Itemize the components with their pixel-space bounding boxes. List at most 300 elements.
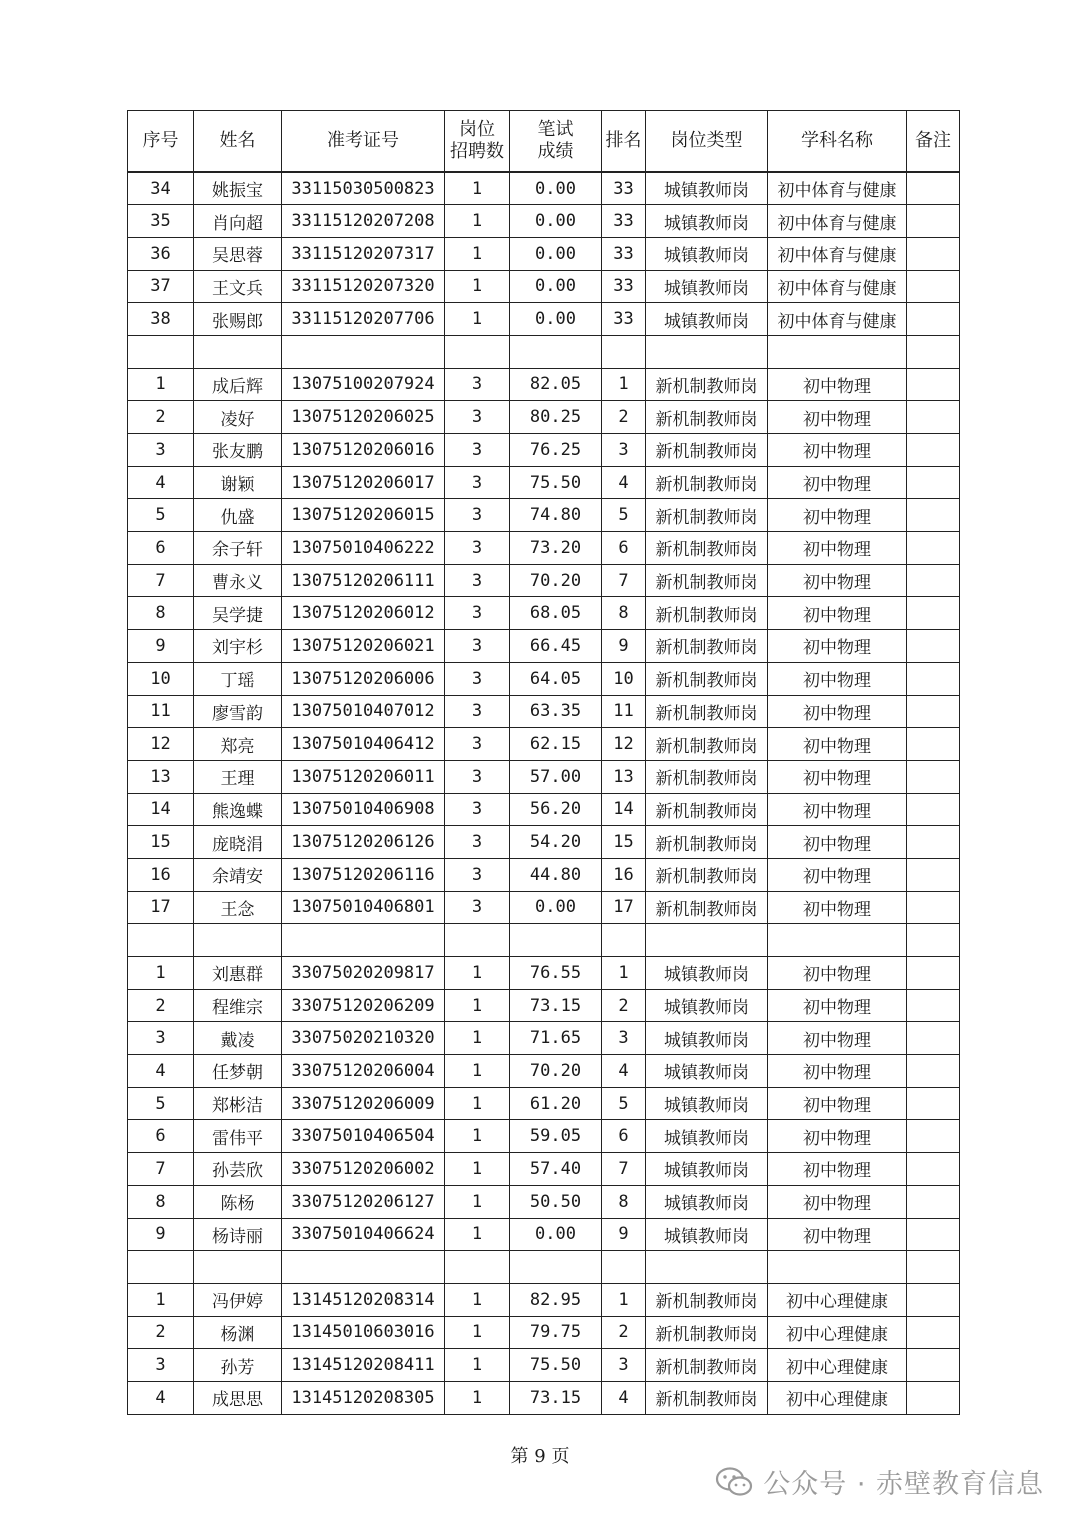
cell-subject: 初中物理	[768, 1087, 907, 1120]
cell-seq: 7	[128, 564, 194, 597]
cell-subject: 初中体育与健康	[768, 270, 907, 303]
cell-name: 郑亮	[194, 728, 282, 761]
cell-remark	[907, 303, 960, 336]
cell-positions: 3	[445, 630, 510, 663]
cell-seq: 15	[128, 826, 194, 859]
cell-subject: 初中物理	[768, 564, 907, 597]
table-separator-row	[128, 335, 960, 368]
cell-name: 成后辉	[194, 368, 282, 401]
cell-name: 孙芳	[194, 1349, 282, 1382]
cell-post_type	[646, 924, 768, 957]
table-separator-row	[128, 1251, 960, 1284]
cell-remark	[907, 368, 960, 401]
cell-positions: 1	[445, 1153, 510, 1186]
table-row	[128, 1316, 960, 1349]
cell-subject: 初中体育与健康	[768, 205, 907, 238]
cell-remark	[907, 172, 960, 205]
table-row	[128, 858, 960, 891]
column-header-text: 准考证号	[327, 130, 399, 151]
table-row	[128, 1283, 960, 1316]
cell-seq: 14	[128, 793, 194, 826]
cell-post_type: 城镇教师岗	[646, 303, 768, 336]
cell-seq: 4	[128, 466, 194, 499]
cell-subject: 初中物理	[768, 1022, 907, 1055]
cell-positions: 3	[445, 662, 510, 695]
cell-positions: 1	[445, 1218, 510, 1251]
column-header-text: 学科名称	[801, 130, 873, 151]
table-row	[128, 499, 960, 532]
cell-score: 50.50	[510, 1185, 602, 1218]
cell-score: 71.65	[510, 1022, 602, 1055]
cell-exam_id: 13145010603016	[282, 1316, 445, 1349]
cell-rank: 17	[602, 891, 646, 924]
cell-score: 62.15	[510, 728, 602, 761]
cell-subject: 初中物理	[768, 662, 907, 695]
cell-post_type: 新机制教师岗	[646, 532, 768, 565]
cell-subject: 初中物理	[768, 760, 907, 793]
cell-remark	[907, 891, 960, 924]
cell-positions	[445, 924, 510, 957]
cell-seq: 1	[128, 368, 194, 401]
cell-positions: 3	[445, 695, 510, 728]
cell-score: 61.20	[510, 1087, 602, 1120]
cell-rank: 13	[602, 760, 646, 793]
cell-name: 吴学捷	[194, 597, 282, 630]
cell-remark	[907, 793, 960, 826]
cell-remark	[907, 1185, 960, 1218]
cell-seq: 3	[128, 434, 194, 467]
cell-score: 73.15	[510, 1381, 602, 1414]
cell-subject: 初中物理	[768, 695, 907, 728]
cell-exam_id: 13075120206017	[282, 466, 445, 499]
cell-positions: 3	[445, 858, 510, 891]
cell-subject: 初中物理	[768, 401, 907, 434]
column-header-text: 岗位	[459, 119, 495, 140]
column-header-text: 排名	[605, 130, 642, 151]
cell-rank: 8	[602, 1185, 646, 1218]
cell-post_type: 新机制教师岗	[646, 793, 768, 826]
cell-positions	[445, 1251, 510, 1284]
cell-exam_id: 13075120206012	[282, 597, 445, 630]
cell-remark	[907, 826, 960, 859]
cell-subject: 初中物理	[768, 826, 907, 859]
cell-exam_id: 13075120206006	[282, 662, 445, 695]
watermark-text: 公众号 · 赤壁教育信息	[763, 1469, 1044, 1500]
cell-subject: 初中物理	[768, 1153, 907, 1186]
cell-subject: 初中体育与健康	[768, 172, 907, 205]
cell-post_type: 新机制教师岗	[646, 891, 768, 924]
cell-name: 杨渊	[194, 1316, 282, 1349]
cell-post_type: 新机制教师岗	[646, 434, 768, 467]
cell-positions: 1	[445, 957, 510, 990]
cell-exam_id: 13075010406412	[282, 728, 445, 761]
cell-rank: 11	[602, 695, 646, 728]
cell-rank: 10	[602, 662, 646, 695]
cell-exam_id: 33115030500823	[282, 172, 445, 205]
cell-name: 凌好	[194, 401, 282, 434]
table-row	[128, 532, 960, 565]
column-header-text: 姓名	[219, 130, 256, 151]
cell-post_type: 城镇教师岗	[646, 237, 768, 270]
cell-subject: 初中物理	[768, 1185, 907, 1218]
cell-exam_id: 13075120206015	[282, 499, 445, 532]
cell-exam_id: 13075120206021	[282, 630, 445, 663]
cell-score: 79.75	[510, 1316, 602, 1349]
cell-name: 戴凌	[194, 1022, 282, 1055]
cell-post_type: 城镇教师岗	[646, 989, 768, 1022]
table-row	[128, 826, 960, 859]
score-table	[127, 110, 960, 1415]
cell-positions: 3	[445, 401, 510, 434]
cell-rank: 1	[602, 368, 646, 401]
cell-score: 0.00	[510, 303, 602, 336]
cell-positions: 1	[445, 303, 510, 336]
cell-remark	[907, 434, 960, 467]
cell-subject: 初中体育与健康	[768, 303, 907, 336]
cell-post_type: 城镇教师岗	[646, 205, 768, 238]
cell-rank: 7	[602, 564, 646, 597]
cell-subject: 初中物理	[768, 1120, 907, 1153]
cell-exam_id: 13075120206111	[282, 564, 445, 597]
cell-rank: 2	[602, 401, 646, 434]
cell-exam_id: 13145120208314	[282, 1283, 445, 1316]
cell-subject: 初中物理	[768, 989, 907, 1022]
cell-seq: 2	[128, 401, 194, 434]
cell-seq: 8	[128, 597, 194, 630]
cell-rank: 4	[602, 466, 646, 499]
cell-name: 张赐郎	[194, 303, 282, 336]
cell-score: 68.05	[510, 597, 602, 630]
cell-seq: 34	[128, 172, 194, 205]
cell-positions: 3	[445, 597, 510, 630]
table-row	[128, 1022, 960, 1055]
cell-seq	[128, 924, 194, 957]
cell-exam_id: 13075120206016	[282, 434, 445, 467]
table-row	[128, 1153, 960, 1186]
cell-exam_id: 13075120206025	[282, 401, 445, 434]
column-header-score	[510, 111, 602, 173]
cell-remark	[907, 957, 960, 990]
cell-positions: 3	[445, 760, 510, 793]
cell-exam_id: 13075100207924	[282, 368, 445, 401]
cell-remark	[907, 760, 960, 793]
cell-score: 74.80	[510, 499, 602, 532]
cell-positions: 1	[445, 1349, 510, 1382]
cell-seq: 38	[128, 303, 194, 336]
cell-score: 73.20	[510, 532, 602, 565]
cell-exam_id: 13075010406222	[282, 532, 445, 565]
cell-post_type: 新机制教师岗	[646, 564, 768, 597]
cell-positions: 1	[445, 1022, 510, 1055]
cell-remark	[907, 335, 960, 368]
cell-remark	[907, 1349, 960, 1382]
cell-seq: 12	[128, 728, 194, 761]
cell-subject: 初中物理	[768, 1055, 907, 1088]
cell-rank: 3	[602, 434, 646, 467]
cell-positions: 3	[445, 826, 510, 859]
cell-rank: 14	[602, 793, 646, 826]
column-header-text: 笔试	[537, 119, 574, 140]
cell-exam_id	[282, 1251, 445, 1284]
column-header-rank	[602, 111, 646, 173]
column-header-text: 岗位类型	[670, 130, 743, 151]
cell-score: 82.05	[510, 368, 602, 401]
cell-seq: 6	[128, 532, 194, 565]
column-header-seq	[128, 111, 194, 173]
table-row	[128, 172, 960, 205]
cell-name: 刘宇杉	[194, 630, 282, 663]
cell-positions: 1	[445, 1185, 510, 1218]
cell-seq: 2	[128, 989, 194, 1022]
table-row	[128, 205, 960, 238]
cell-exam_id: 33075010406624	[282, 1218, 445, 1251]
cell-score: 75.50	[510, 1349, 602, 1382]
cell-exam_id: 33075120206002	[282, 1153, 445, 1186]
cell-positions: 3	[445, 793, 510, 826]
cell-post_type: 新机制教师岗	[646, 728, 768, 761]
cell-rank: 33	[602, 270, 646, 303]
cell-post_type: 城镇教师岗	[646, 1218, 768, 1251]
cell-positions: 3	[445, 728, 510, 761]
cell-positions: 3	[445, 891, 510, 924]
cell-rank: 12	[602, 728, 646, 761]
cell-post_type: 城镇教师岗	[646, 1153, 768, 1186]
cell-remark	[907, 1218, 960, 1251]
cell-seq: 17	[128, 891, 194, 924]
column-header-name	[194, 111, 282, 173]
cell-score: 0.00	[510, 237, 602, 270]
cell-name: 仇盛	[194, 499, 282, 532]
table-row	[128, 597, 960, 630]
cell-rank: 33	[602, 237, 646, 270]
cell-name: 郑彬洁	[194, 1087, 282, 1120]
cell-name: 廖雪韵	[194, 695, 282, 728]
cell-rank: 1	[602, 957, 646, 990]
cell-subject: 初中体育与健康	[768, 237, 907, 270]
cell-score: 76.55	[510, 957, 602, 990]
cell-exam_id: 13145120208411	[282, 1349, 445, 1382]
table-row	[128, 1218, 960, 1251]
table-row	[128, 1381, 960, 1414]
table-row	[128, 368, 960, 401]
cell-remark	[907, 205, 960, 238]
cell-seq: 1	[128, 957, 194, 990]
cell-name: 庞晓涓	[194, 826, 282, 859]
cell-remark	[907, 564, 960, 597]
cell-seq: 5	[128, 1087, 194, 1120]
cell-post_type: 城镇教师岗	[646, 1185, 768, 1218]
cell-name	[194, 335, 282, 368]
cell-seq: 10	[128, 662, 194, 695]
cell-score: 76.25	[510, 434, 602, 467]
table-row	[128, 989, 960, 1022]
table-row	[128, 564, 960, 597]
table-header-row	[128, 111, 960, 173]
cell-subject	[768, 335, 907, 368]
table-row	[128, 1349, 960, 1382]
cell-score: 75.50	[510, 466, 602, 499]
table-row	[128, 728, 960, 761]
cell-score: 59.05	[510, 1120, 602, 1153]
cell-remark	[907, 858, 960, 891]
cell-post_type: 城镇教师岗	[646, 1087, 768, 1120]
cell-score: 63.35	[510, 695, 602, 728]
cell-subject: 初中心理健康	[768, 1381, 907, 1414]
wechat-icon	[715, 1466, 753, 1498]
cell-exam_id: 13075010406908	[282, 793, 445, 826]
cell-remark	[907, 499, 960, 532]
cell-name: 冯伊婷	[194, 1283, 282, 1316]
cell-post_type	[646, 1251, 768, 1284]
cell-score	[510, 335, 602, 368]
cell-remark	[907, 989, 960, 1022]
cell-rank: 5	[602, 499, 646, 532]
cell-rank	[602, 335, 646, 368]
cell-remark	[907, 270, 960, 303]
cell-subject	[768, 1251, 907, 1284]
table-row	[128, 434, 960, 467]
cell-name: 王念	[194, 891, 282, 924]
table-body	[128, 172, 960, 1414]
cell-seq: 36	[128, 237, 194, 270]
cell-name: 余靖安	[194, 858, 282, 891]
cell-post_type: 新机制教师岗	[646, 662, 768, 695]
table-row	[128, 237, 960, 270]
page-number: 第 9 页	[510, 1446, 570, 1467]
cell-post_type: 城镇教师岗	[646, 957, 768, 990]
table-row	[128, 760, 960, 793]
cell-name: 陈杨	[194, 1185, 282, 1218]
cell-rank: 2	[602, 989, 646, 1022]
cell-remark	[907, 1316, 960, 1349]
cell-positions: 3	[445, 499, 510, 532]
table-row	[128, 1087, 960, 1120]
cell-name: 杨诗丽	[194, 1218, 282, 1251]
cell-exam_id: 13075120206011	[282, 760, 445, 793]
cell-subject: 初中物理	[768, 891, 907, 924]
cell-name	[194, 924, 282, 957]
cell-seq: 11	[128, 695, 194, 728]
cell-exam_id: 33115120207320	[282, 270, 445, 303]
cell-seq: 13	[128, 760, 194, 793]
cell-rank: 16	[602, 858, 646, 891]
cell-exam_id: 33075120206127	[282, 1185, 445, 1218]
cell-exam_id: 13075010407012	[282, 695, 445, 728]
cell-seq: 2	[128, 1316, 194, 1349]
cell-exam_id: 33075120206004	[282, 1055, 445, 1088]
column-header-text: 序号	[142, 130, 179, 151]
cell-rank: 2	[602, 1316, 646, 1349]
cell-remark	[907, 1087, 960, 1120]
cell-seq: 35	[128, 205, 194, 238]
cell-subject: 初中心理健康	[768, 1349, 907, 1382]
cell-name: 余子轩	[194, 532, 282, 565]
cell-remark	[907, 597, 960, 630]
cell-subject: 初中物理	[768, 793, 907, 826]
table-row	[128, 1185, 960, 1218]
cell-exam_id: 33115120207208	[282, 205, 445, 238]
cell-score: 70.20	[510, 1055, 602, 1088]
cell-exam_id: 33075120206009	[282, 1087, 445, 1120]
column-header-post_type	[646, 111, 768, 173]
cell-post_type: 新机制教师岗	[646, 630, 768, 663]
cell-score: 54.20	[510, 826, 602, 859]
cell-remark	[907, 1120, 960, 1153]
cell-remark	[907, 401, 960, 434]
column-header-positions	[445, 111, 510, 173]
cell-subject: 初中心理健康	[768, 1316, 907, 1349]
cell-positions: 1	[445, 1087, 510, 1120]
cell-rank: 1	[602, 1283, 646, 1316]
cell-positions: 3	[445, 434, 510, 467]
cell-name: 程维宗	[194, 989, 282, 1022]
cell-rank: 33	[602, 205, 646, 238]
cell-remark	[907, 630, 960, 663]
cell-rank: 7	[602, 1153, 646, 1186]
cell-score: 0.00	[510, 172, 602, 205]
cell-positions: 1	[445, 989, 510, 1022]
cell-seq	[128, 1251, 194, 1284]
cell-post_type: 新机制教师岗	[646, 368, 768, 401]
table-row	[128, 630, 960, 663]
column-header-text: 成绩	[537, 141, 574, 162]
cell-subject	[768, 924, 907, 957]
cell-subject: 初中物理	[768, 434, 907, 467]
cell-score	[510, 1251, 602, 1284]
cell-rank: 3	[602, 1022, 646, 1055]
cell-rank: 8	[602, 597, 646, 630]
cell-positions: 3	[445, 564, 510, 597]
cell-post_type: 新机制教师岗	[646, 401, 768, 434]
cell-score: 0.00	[510, 205, 602, 238]
cell-score: 57.00	[510, 760, 602, 793]
column-header-text: 备注	[915, 130, 951, 151]
cell-positions: 1	[445, 172, 510, 205]
cell-remark	[907, 728, 960, 761]
cell-seq	[128, 335, 194, 368]
cell-positions: 3	[445, 532, 510, 565]
table-row	[128, 695, 960, 728]
cell-name: 曹永义	[194, 564, 282, 597]
cell-rank	[602, 1251, 646, 1284]
cell-score: 70.20	[510, 564, 602, 597]
watermark	[715, 1462, 1044, 1501]
cell-name: 成思思	[194, 1381, 282, 1414]
cell-post_type: 城镇教师岗	[646, 172, 768, 205]
cell-rank: 15	[602, 826, 646, 859]
cell-name: 任梦朝	[194, 1055, 282, 1088]
cell-rank: 6	[602, 1120, 646, 1153]
cell-subject: 初中物理	[768, 1218, 907, 1251]
cell-remark	[907, 466, 960, 499]
cell-score: 56.20	[510, 793, 602, 826]
cell-remark	[907, 1381, 960, 1414]
cell-exam_id: 33075020209817	[282, 957, 445, 990]
cell-subject: 初中物理	[768, 499, 907, 532]
column-header-subject	[768, 111, 907, 173]
cell-rank: 9	[602, 630, 646, 663]
cell-post_type: 新机制教师岗	[646, 466, 768, 499]
cell-rank: 4	[602, 1381, 646, 1414]
cell-name: 张友鹏	[194, 434, 282, 467]
cell-exam_id: 33075010406504	[282, 1120, 445, 1153]
cell-seq: 16	[128, 858, 194, 891]
cell-positions: 1	[445, 1381, 510, 1414]
cell-rank: 4	[602, 1055, 646, 1088]
cell-exam_id	[282, 335, 445, 368]
cell-positions: 1	[445, 270, 510, 303]
cell-exam_id: 33075020210320	[282, 1022, 445, 1055]
